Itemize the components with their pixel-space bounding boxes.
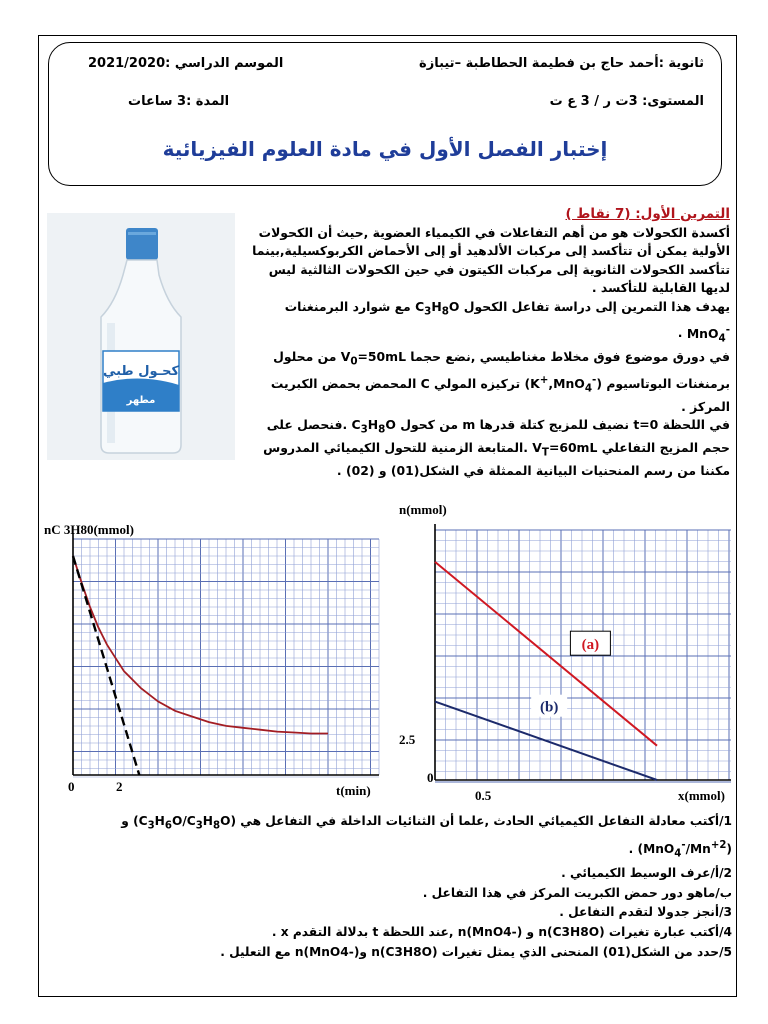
graph1-xtick-0: 0 (68, 779, 75, 794)
question-2a: 2/أ/عرف الوسيط الكيميائي . (561, 866, 732, 881)
paragraph-setup (248, 348, 730, 417)
graph-alcohol-vs-time (40, 515, 400, 810)
exam-duration: المدة :3 ساعات (128, 94, 230, 109)
aim-text-2: مع شوارد البرمنغنات (284, 298, 411, 314)
graph1-tangent-line (73, 556, 139, 775)
paragraph-aim: يهدف هذا التمرين إلى دراسة تفاعل الكحول $C_3H_8O$ مع شوارد البرمنغنات MnO$_4$- . (284, 298, 730, 345)
procedure-text-2: .فنحصل على حجم المزيج التفاعلي (266, 417, 730, 456)
graph2-label-a: (a) (581, 637, 600, 654)
permanganate-ion: MnO$_4$- (686, 323, 730, 345)
question-1-cont: $(MnO_4^-/Mn^{+2})$ . (628, 840, 732, 860)
procedure-text: في اللحظة t=0 نضيف للمزيج كتلة قدرها m من كحول (400, 417, 730, 433)
graph2-origin-label: 0 (427, 770, 434, 785)
class-level: المستوى: 3ت ر / 3 ع ت (549, 94, 704, 109)
alcohol-formula: $C_3H_8O$ (415, 298, 460, 317)
question-3: 3/أنجز جدولا لتقدم التفاعل . (559, 905, 732, 920)
graph1-xtick-2: 2 (116, 779, 123, 794)
graph2-ylabel: n(mmol) (399, 502, 447, 517)
questions-block (44, 812, 732, 962)
setup-text-2: من محلول برمنغنات البوتاسيوم (273, 348, 730, 391)
graph2-label-b: (b) (539, 699, 559, 716)
alcohol-bottle-image (47, 213, 235, 460)
graph1-xlabel: t(min) (336, 783, 371, 798)
aim-text: يهدف هذا التمرين إلى دراسة تفاعل الكحول (463, 298, 730, 314)
graph2-ytick-2.5: 2.5 (399, 732, 416, 747)
exam-title: إختبار الفصل الأول في مادة العلوم الفيزيائية (162, 137, 608, 161)
question-1: 1/أكتب معادلة التفاعل الكيميائي الحادث ,علما أن الثنائيات الداخلة في التفاعل هي $(C_3H_6O/C_3H_8O)$ و (121, 814, 732, 832)
volume-vt: $V_T=60mL$ (532, 440, 598, 459)
graph2-xtick-0.5: 0.5 (475, 788, 492, 803)
alcohol-formula-2: $C_3H_8O$ (351, 417, 396, 436)
paragraph-intro: أكسدة الكحولات هو من أهم التفاعلات في الكيمياء العضوية ,حيث أن الكحولات الأولية يمكن أن تتأكسد إلى مركبات الألدهيد أو إلى الأحماض الكربوكسيلية,بينما تتأكسد الكحولات الثانوية إلى مركبات الكيتون في حين الكحولات الثالثية ليس لديها القابلية للتأكسد . (252, 224, 730, 295)
exercise-title: التمرين الأول: (7 نقاط ) (565, 206, 730, 222)
procedure-text-3: .المتابعة الزمنية للتحول الكيميائي المدروس مكننا من رسم المنحنيات البيانية الممثلة في الشكل(01) و (02) . (263, 440, 730, 479)
bottle-label-top: كحـول طبي (102, 364, 180, 379)
graph1-ylabel: nC 3H80(mmol) (44, 522, 134, 537)
question-4: 4/أكتب عبارة تغيرات n(C3H8O) و n(MnO4-) ,عند اللحظة t بدلالة التقدم x . (271, 924, 732, 939)
bottle-label-bottom: مطهر (126, 395, 156, 406)
exercise-text (248, 205, 730, 481)
setup-text: في دورق موضوع فوق مخلاط مغناطيسي ,نضع حجما (410, 348, 730, 364)
volume-v0: $V_0=50mL$ (340, 348, 406, 368)
school-season: الموسم الدراسي :2021/2020 (88, 56, 284, 71)
potassium-permanganate: (K+,MnO$_4$-) (524, 373, 602, 395)
graph2-xlabel: x(mmol) (678, 788, 725, 803)
paragraph-procedure (248, 416, 730, 480)
question-5: 5/حدد من الشكل(01) المنحنى الذي يمثل تغيرات n(C3H8O) وn(MnO4-) مع التعليل . (220, 944, 732, 959)
setup-text-3: تركيزه المولي C المحمض بحمض الكبريت المركز . (270, 375, 730, 414)
question-2b: ب/ماهو دور حمض الكبريت المركز في هذا التفاعل . (422, 885, 732, 900)
graph-n-vs-x (395, 500, 740, 810)
school-name: ثانوية :أحمد حاج بن فطيمة الحطاطبة –تيبازة (419, 56, 704, 71)
